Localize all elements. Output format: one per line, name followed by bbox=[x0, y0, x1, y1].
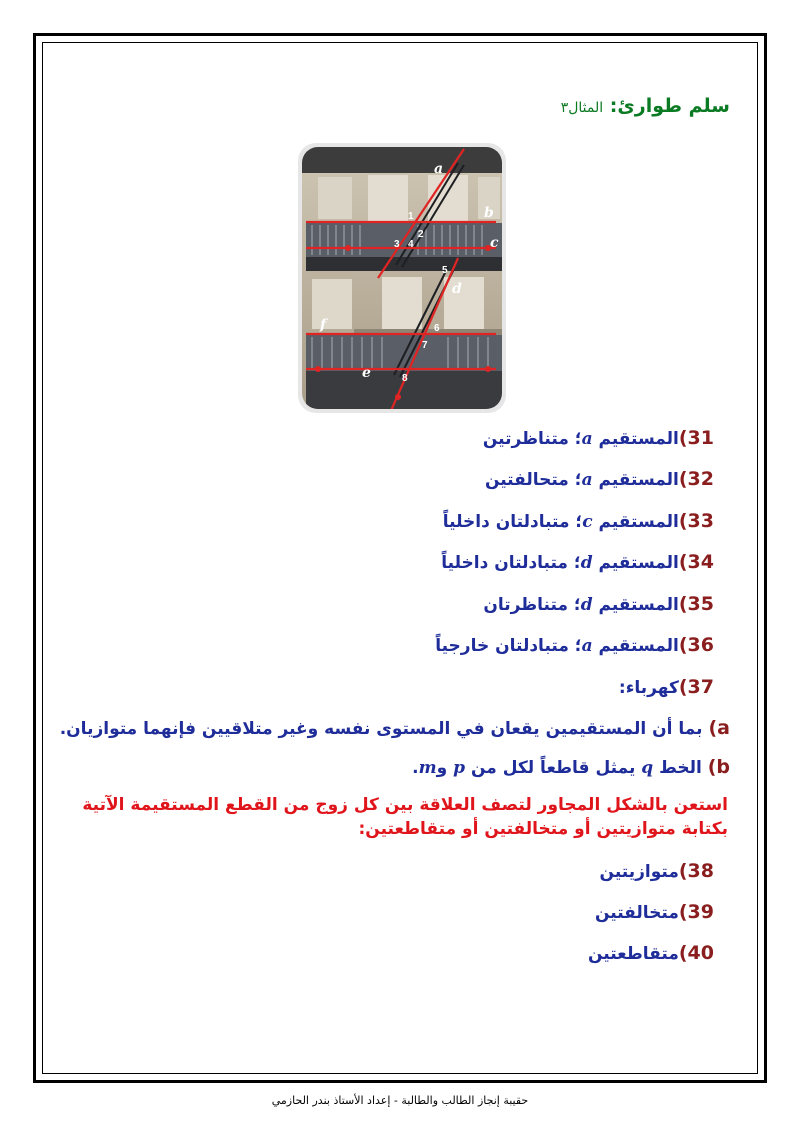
item-text: متخالفتين bbox=[594, 903, 679, 923]
page-footer: حقيبة إنجاز الطالب والطالبة - إعداد الأستاذ بندر الحازمي bbox=[271, 1094, 529, 1107]
question-number: 38) bbox=[678, 860, 714, 882]
item-text: المستقيم bbox=[598, 429, 679, 449]
angle-8: 8 bbox=[402, 373, 408, 384]
item-text: و bbox=[436, 758, 448, 778]
line-variable: a bbox=[581, 470, 593, 490]
line-label-a: a bbox=[434, 161, 444, 177]
question-number: 35) bbox=[678, 593, 714, 615]
question-31 bbox=[483, 427, 714, 449]
angle-1: 1 bbox=[408, 211, 414, 222]
question-35 bbox=[483, 593, 714, 615]
question-37-part-a bbox=[60, 717, 730, 739]
question-38 bbox=[600, 860, 714, 882]
item-text: ؛ متناظرتان bbox=[483, 595, 581, 615]
title-example-ref: المثال٣ bbox=[560, 100, 604, 116]
question-number: 36) bbox=[678, 634, 714, 656]
sub-label: a) bbox=[708, 717, 730, 739]
title-row bbox=[60, 95, 730, 117]
angle-4: 4 bbox=[408, 239, 414, 250]
item-text: المستقيم bbox=[598, 512, 679, 532]
question-37-part-b bbox=[412, 756, 730, 778]
question-39 bbox=[595, 901, 714, 923]
question-number: 39) bbox=[678, 901, 714, 923]
question-36 bbox=[435, 634, 714, 656]
item-text: بما أن المستقيمين يقعان في المستوى نفسه وغير متلاقيين فإنهما متوازيان. bbox=[59, 719, 703, 739]
item-text: ؛ متبادلتان داخلياً bbox=[441, 553, 581, 573]
item-text: ؛ متحالفتين bbox=[484, 470, 582, 490]
question-37 bbox=[619, 676, 714, 698]
item-text: متقاطعتين bbox=[587, 944, 679, 964]
item-text: المستقيم bbox=[598, 553, 679, 573]
item-text: ؛ متبادلتان داخلياً bbox=[442, 512, 583, 532]
question-40 bbox=[588, 942, 714, 964]
line-variable: a bbox=[581, 429, 593, 449]
question-34 bbox=[441, 551, 714, 573]
line-variable: p bbox=[453, 758, 466, 778]
sub-label: b) bbox=[707, 756, 730, 778]
angle-7: 7 bbox=[422, 340, 428, 351]
line-label-e: e bbox=[362, 365, 371, 381]
item-text: الخط bbox=[659, 758, 702, 778]
question-number: 33) bbox=[678, 510, 714, 532]
item-text: ؛ متناظرتين bbox=[482, 429, 582, 449]
title-text: سلم طوارئ: bbox=[609, 95, 730, 117]
question-number: 31) bbox=[678, 427, 714, 449]
angle-5: 5 bbox=[442, 265, 448, 276]
instruction-text: استعن بالشكل المجاور لتصف العلاقة بين كل زوج من القطع المستقيمة الآتية بكتابة متوازيتين أو متخالفتين أو متقاطعتين: bbox=[82, 795, 728, 839]
line-variable: c bbox=[582, 512, 593, 532]
section-title bbox=[561, 95, 730, 117]
angle-3: 3 bbox=[394, 239, 400, 250]
item-text: المستقيم bbox=[598, 595, 679, 615]
question-number: 37) bbox=[678, 676, 714, 698]
item-text: المستقيم bbox=[598, 636, 679, 656]
line-variable: q bbox=[641, 758, 654, 778]
line-variable: d bbox=[580, 553, 593, 573]
question-number: 32) bbox=[678, 468, 714, 490]
fire-escape-photo bbox=[298, 143, 506, 413]
question-33 bbox=[443, 510, 714, 532]
line-variable: m bbox=[418, 758, 437, 778]
item-text: ؛ متبادلتان خارجياً bbox=[435, 636, 582, 656]
item-text: يمثل قاطعاً لكل من bbox=[470, 758, 636, 778]
item-text: كهرباء: bbox=[618, 678, 679, 698]
line-label-c: c bbox=[490, 235, 499, 251]
line-variable: d bbox=[580, 595, 593, 615]
angle-2: 2 bbox=[418, 229, 424, 240]
item-text: متوازيتين bbox=[599, 862, 679, 882]
item-text: المستقيم bbox=[598, 470, 679, 490]
line-label-b: b bbox=[484, 205, 494, 221]
question-number: 40) bbox=[678, 942, 714, 964]
line-label-d: d bbox=[452, 281, 462, 297]
question-number: 34) bbox=[678, 551, 714, 573]
question-32 bbox=[485, 468, 714, 490]
line-label-f: f bbox=[320, 317, 327, 333]
line-variable: a bbox=[581, 636, 593, 656]
angle-6: 6 bbox=[434, 323, 440, 334]
item-text: . bbox=[412, 758, 419, 778]
